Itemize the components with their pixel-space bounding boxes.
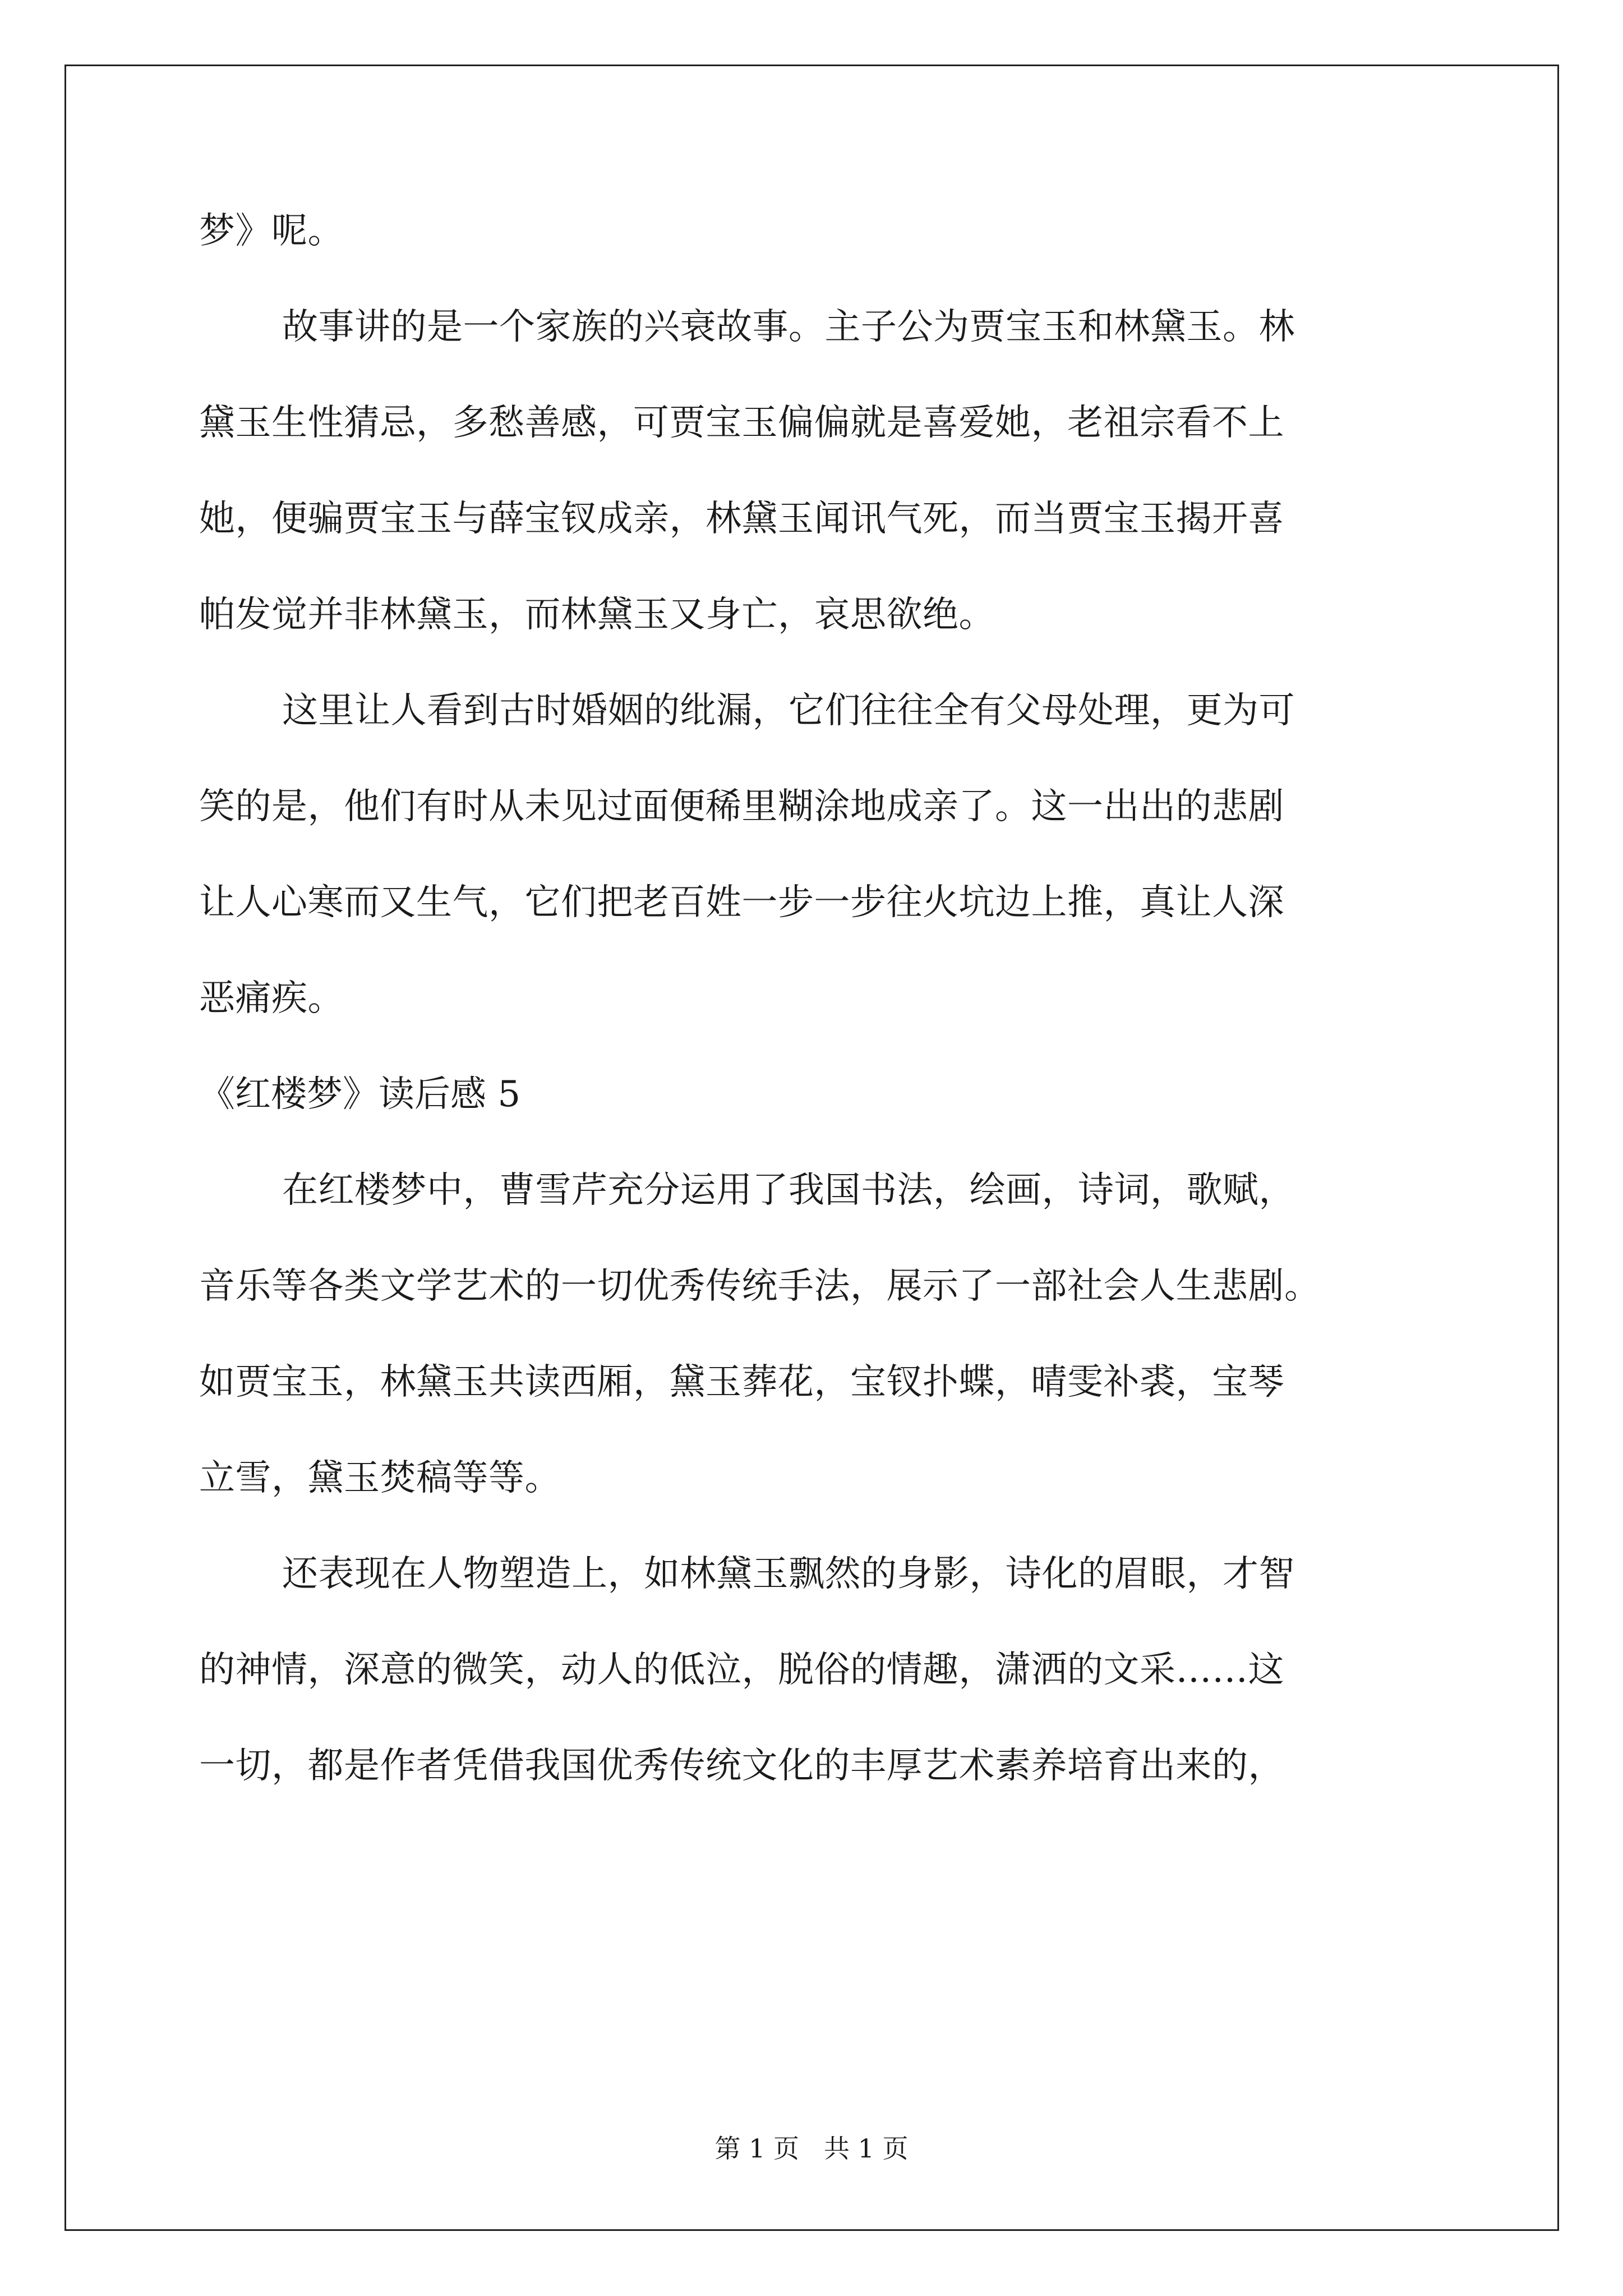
text-line: 一切，都是作者凭借我国优秀传统文化的丰厚艺术素养培育出来的， xyxy=(199,1745,1284,1787)
text-line: 她，便骗贾宝玉与薛宝钗成亲，林黛玉闻讯气死，而当贾宝玉揭开喜 xyxy=(199,498,1284,540)
text-line: 如贾宝玉，林黛玉共读西厢，黛玉葬花，宝钗扑蝶，晴雯补裘，宝琴 xyxy=(199,1361,1284,1403)
text-line: 让人心寒而又生气，它们把老百姓一步一步往火坑边上推，真让人深 xyxy=(199,882,1284,923)
text-line: 在红楼梦中，曹雪芹充分运用了我国书法，绘画，诗词，歌赋， xyxy=(282,1170,1295,1211)
text-line: 这里让人看到古时婚姻的纰漏，它们往往全有父母处理，更为可 xyxy=(282,690,1295,731)
text-line: 还表现在人物塑造上，如林黛玉飘然的身影，诗化的眉眼，才智 xyxy=(282,1553,1295,1595)
page-footer xyxy=(0,2132,1623,2165)
text-line: 音乐等各类文学艺术的一切优秀传统手法，展示了一部社会人生悲剧。 xyxy=(199,1266,1321,1307)
text-line: 恶痛疾。 xyxy=(199,978,344,1019)
text-line: 笑的是，他们有时从未见过面便稀里糊涂地成亲了。这一出出的悲剧 xyxy=(199,786,1284,827)
text-line: 帕发觉并非林黛玉，而林黛玉又身亡，哀思欲绝。 xyxy=(199,594,995,636)
text-line: 立雪，黛玉焚稿等等。 xyxy=(199,1457,561,1499)
text-line: 梦》呢。 xyxy=(199,210,344,252)
section-heading: 《红楼梦》读后感 5 xyxy=(199,1074,521,1115)
page-number: 第 1 页 xyxy=(714,2133,799,2164)
text-line: 的神情，深意的微笑，动人的低泣，脱俗的情趣，潇洒的文采……这 xyxy=(199,1649,1284,1691)
text-line: 黛玉生性猜忌，多愁善感，可贾宝玉偏偏就是喜爱她，老祖宗看不上 xyxy=(199,402,1284,444)
document-body xyxy=(199,208,1428,1838)
page-total: 共 1 页 xyxy=(824,2133,909,2164)
text-line: 故事讲的是一个家族的兴衰故事。主子公为贾宝玉和林黛玉。林 xyxy=(282,306,1295,348)
